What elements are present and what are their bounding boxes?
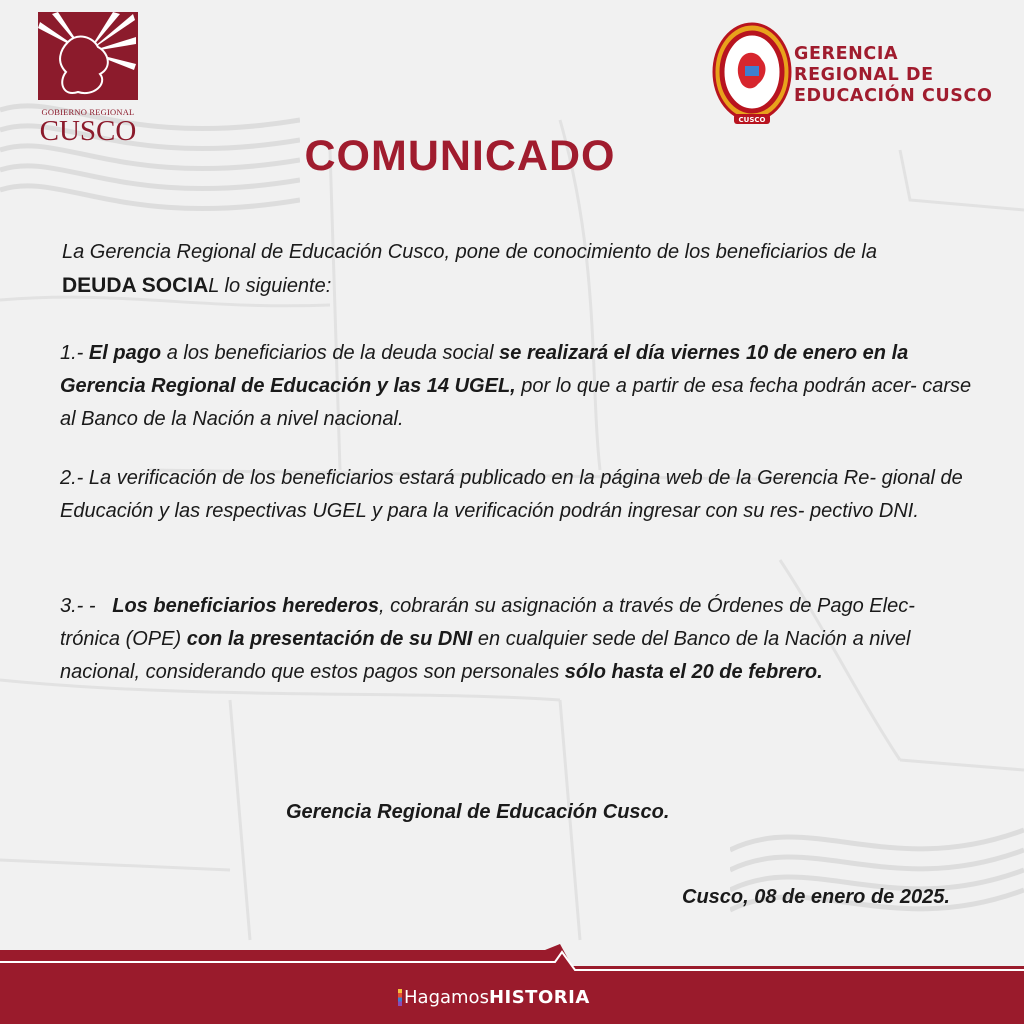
intro-line-2: lo siguiente: — [219, 275, 332, 297]
intro-paragraph — [62, 236, 962, 303]
item-1-bold-a: El pago — [88, 342, 162, 364]
item-3-number: 3.- - — [60, 595, 113, 617]
sun-emblem-icon — [38, 12, 138, 100]
item-3-bold-b: con la presentación de su DNI — [186, 628, 473, 650]
item-2-text: 2.- La verificación de los beneficiarios estará publicado en la página web de la Gerencia Re- gional de Educación y las respectivas UGEL y para la verificación podrán ingresar con su res- pectivo DNI. — [60, 467, 963, 522]
intro-line-1: La Gerencia Regional de Educación Cusco, pone de conocimiento de los beneficiarios de la — [62, 241, 877, 263]
item-1-bold-b: se realizará el día viernes 10 de enero en la Gerencia Regional de Educación y las 14 UGEL, — [60, 342, 909, 397]
brand-color-bar-icon — [398, 989, 402, 1006]
footer-band — [0, 942, 1024, 1024]
hagamos-historia-brand — [398, 987, 590, 1008]
item-3-text-a: , cobrarán su asignación a través de Órdenes de Pago Elec- trónica (OPE) — [60, 595, 915, 650]
org-line-2: REGIONAL DE — [794, 65, 934, 85]
item-1-number: 1.- — [60, 342, 89, 364]
list-item-2 — [60, 462, 972, 528]
item-1-text-b: por lo que a partir de esa fecha podrán acer- carse al Banco de la Nación a nivel nacional. — [60, 375, 972, 430]
brand-word-1: Hagamos — [404, 987, 489, 1008]
deuda-social-emphasis: DEUDA SOCIA — [62, 274, 209, 297]
item-1-text-a: a los beneficiarios de la deuda social — [161, 342, 500, 364]
logo-big-text: CUSCO — [39, 115, 137, 147]
wave-decoration-right — [730, 810, 1024, 940]
page-title: COMUNICADO — [304, 132, 616, 180]
list-item-3 — [60, 590, 972, 689]
gobierno-regional-cusco-logo — [34, 12, 144, 147]
list-item-1 — [60, 337, 972, 436]
brand-word-2: HISTORIA — [488, 987, 590, 1008]
gerencia-regional-educacion-logo — [712, 22, 1022, 132]
deuda-social-tail: L — [208, 275, 219, 297]
item-3-bold-c: sólo hasta el 20 de febrero. — [564, 661, 823, 683]
org-name — [794, 44, 1024, 107]
document-date: Cusco, 08 de enero de 2025. — [682, 886, 950, 908]
item-3-text-b: en cualquier sede del Banco de la Nación a nivel nacional, considerando que estos pagos son personales — [60, 628, 911, 683]
signature: Gerencia Regional de Educación Cusco. — [286, 801, 670, 823]
svg-text:CUSCO: CUSCO — [738, 116, 766, 124]
item-3-bold-a: Los beneficiarios herederos — [112, 595, 379, 617]
org-line-3: EDUCACIÓN CUSCO — [794, 86, 993, 106]
org-line-1: GERENCIA — [794, 44, 899, 64]
logo-small-text: GOBIERNO REGIONAL — [41, 107, 135, 117]
education-seal-icon — [712, 22, 792, 126]
